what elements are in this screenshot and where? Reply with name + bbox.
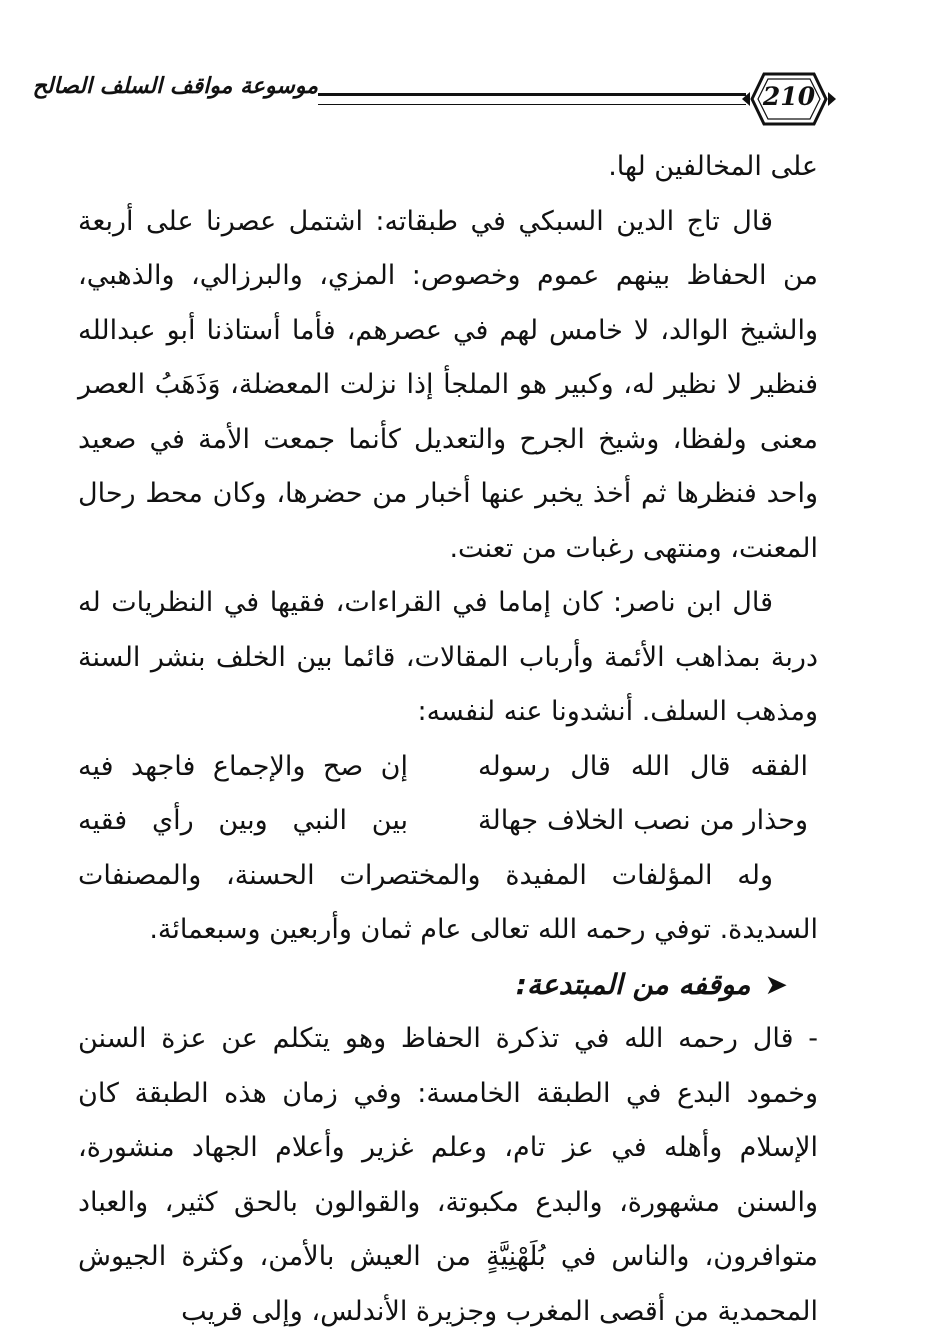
paragraph-quote: - قال رحمه الله في تذكرة الحفاظ وهو يتكلم عن عزة السنن وخمود البدع في الطبقة الخامسة: وفي زمان هذه الطبقة كان الإسلام وأهله في عز تام، وعلم غزير وأعلام الجهاد منشورة، والسنن مشهورة، والبدع مكبوتة، والقوالون بالحق كثير، والعباد متوافرون، والناس في بُلَهْنِيَّةٍ من العيش بالأمن، وكثرة الجيوش المحمدية من أقصى المغرب وجزيرة الأندلس، وإلى قريب: [78, 1023, 818, 1327]
continued-line: على المخالفين لها.: [608, 151, 818, 182]
body-text: [78, 140, 818, 1339]
paragraph-works: وله المؤلفات المفيدة والمختصرات الحسنة، والمصنفات السديدة. توفي رحمه الله تعالى عام ثمان وأربعين وسبعمائة.: [78, 859, 818, 945]
arrow-icon: ➤: [764, 967, 788, 1001]
page-header: [32, 68, 838, 138]
verse-second-hemistich: إن صح والإجماع فاجهد فيه: [78, 750, 408, 782]
page-number: 210: [762, 82, 816, 111]
verse-line: [78, 794, 818, 849]
book-title: موسوعة مواقف السلف الصالح: [32, 74, 318, 99]
section-heading: [78, 958, 818, 1013]
paragraph-ibn-nasir: قال ابن ناصر: كان إماما في القراءات، فقيها في النظريات له دربة بمذاهب الأئمة وأرباب المقالات، قائما بين الخلف بنشر السنة ومذهب السلف. أنشدونا عنه لنفسه:: [78, 587, 818, 727]
verse-second-hemistich: بين النبي وبين رأي فقيه: [78, 805, 408, 836]
header-rule: [318, 93, 746, 105]
verse-line: [78, 740, 818, 795]
page-number-badge: [740, 68, 838, 130]
paragraph-subki: قال تاج الدين السبكي في طبقاته: اشتمل عصرنا على أربعة من الحفاظ بينهم عموم وخصوص: المزي، والبرزالي، والذهبي، والشيخ الوالد، لا خامس لهم في عصرهم، فأما أستاذنا أبو عبدالله فنظير لا نظير له، وكبير هو الملجأ إذا نزلت المعضلة، وَذَهَبُ العصر معنى ولفظا، وشيخ الجرح والتعديل كأنما جمعت الأمة في صعيد واحد فنظرها ثم أخذ يخبر عنها أخبار من حضرها، وكان محط رحال المعنت، ومنتهى رغبات من تعنت.: [78, 205, 818, 564]
verse-first-hemistich: وحذار من نصب الخلاف جهالة: [478, 805, 808, 836]
verse-first-hemistich: الفقه قال الله قال رسوله: [478, 750, 808, 782]
section-heading-text: موقفه من المبتدعة:: [515, 967, 751, 1001]
